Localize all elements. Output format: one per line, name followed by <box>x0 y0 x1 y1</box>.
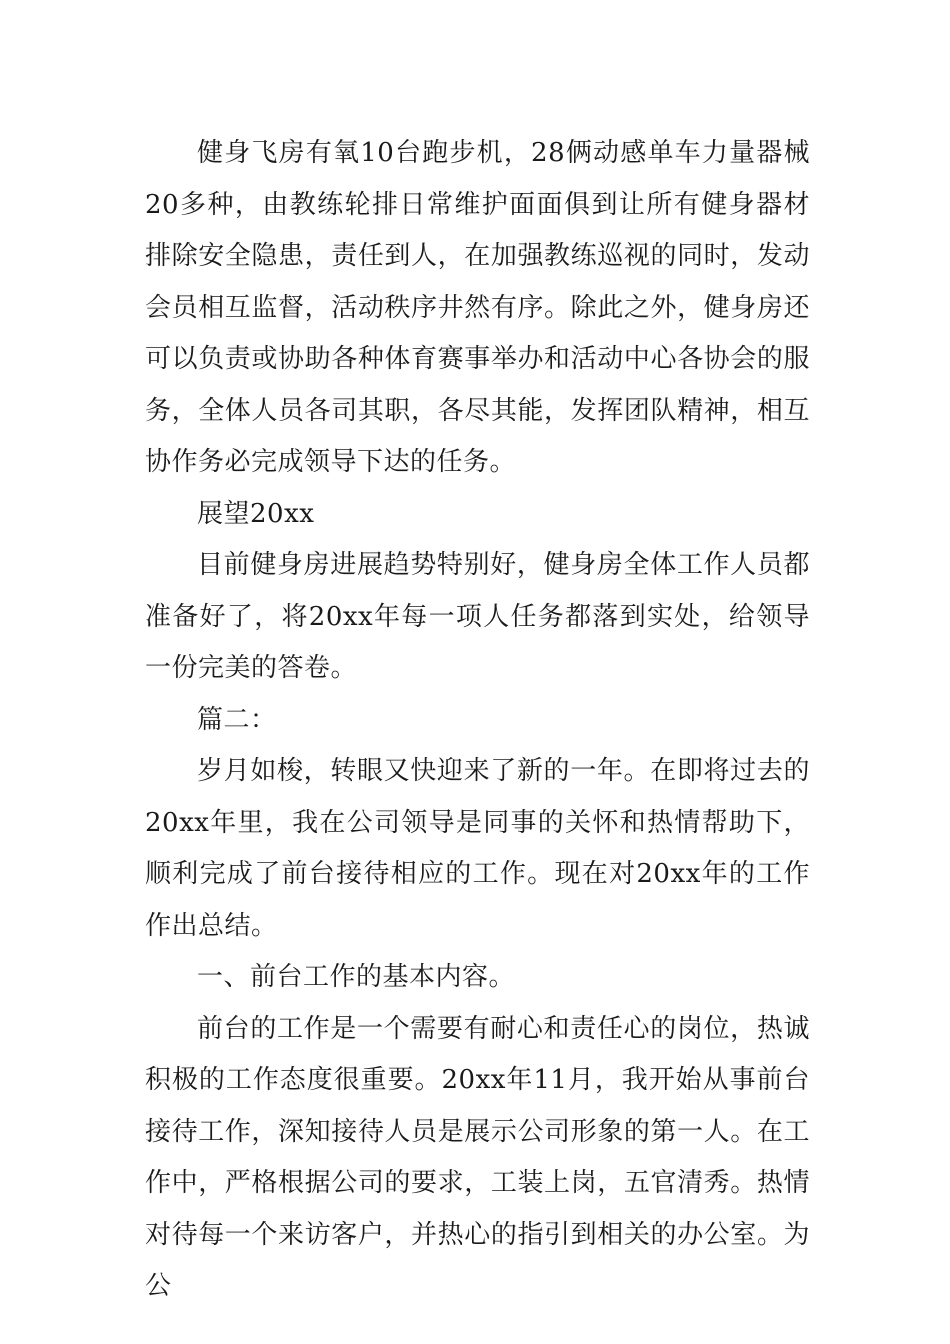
paragraph-outlook: 目前健身房进展趋势特别好，健身房全体工作人员都准备好了，将20xx年每一项人任务都落到实处，给领导一份完美的答卷。 <box>145 550 810 683</box>
paragraph-gym-equipment: 健身飞房有氧10台跑步机，28俩动感单车力量器械20多种，由教练轮排日常维护面面俱到让所有健身器材排除安全隐患，责任到人，在加强教练巡视的同时，发动会员相互监督，活动秩序井然有序。除此之外，健身房还可以负责或协助各种体育赛事举办和活动中心各协会的服务，全体人员各司其职，各尽其能，发挥团队精神，相互协作务必完成领导下达的任务。 <box>145 138 810 477</box>
paragraph-part-two-heading: 篇二： <box>197 704 277 735</box>
paragraph-year-intro: 岁月如梭，转眼又快迎来了新的一年。在即将过去的20xx年里，我在公司领导是同事的关怀和热情帮助下，顺利完成了前台接待相应的工作。现在对20xx年的工作作出总结。 <box>145 756 810 941</box>
paragraph-section-one-heading: 一、前台工作的基本内容。 <box>197 962 516 992</box>
paragraph-outlook-heading: 展望20xx <box>197 498 315 529</box>
document-body <box>145 128 810 1313</box>
paragraph-front-desk-work: 前台的工作是一个需要有耐心和责任心的岗位，热诚积极的工作态度很重要。20xx年11月，我开始从事前台接待工作，深知接待人员是展示公司形象的第一人。在工作中，严格根据公司的要求，工装上岗，五官清秀。热情对待每一个来访客户，并热心的指引到相关的办公室。为公 <box>145 1013 810 1301</box>
